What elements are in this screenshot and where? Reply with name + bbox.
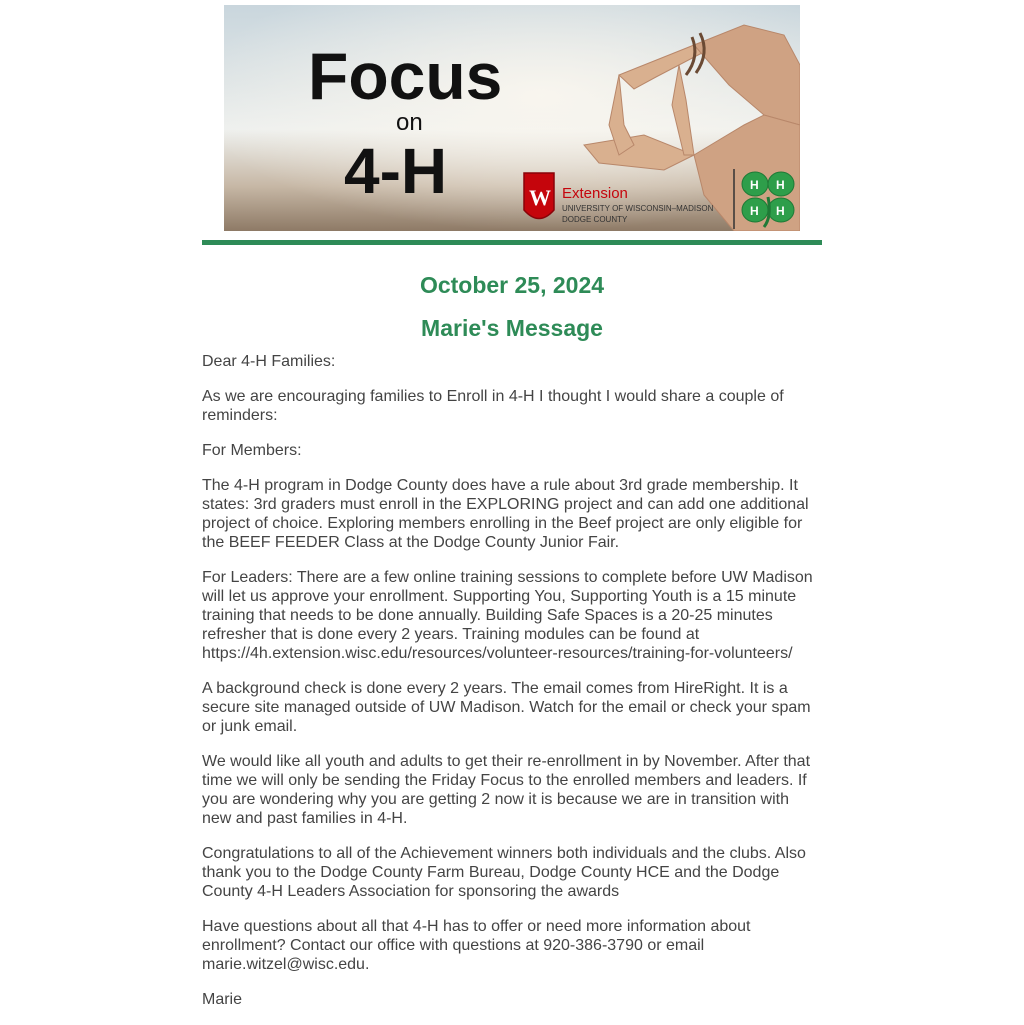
banner-title-4h: 4-H [344,135,448,207]
logo-extension: Extension [562,185,628,202]
paragraph-reenrollment: We would like all youth and adults to get their re-enrollment in by November. After that time we will only be sending the Friday Focus to the enrolled members and leaders. If you are wondering why you are getting 2 now it is because we are in transition with new and past families in 4-H. [202,753,811,827]
paragraph-leaders-training: For Leaders: There are a few online training sessions to complete before UW Madison will let us approve your enrollment. Supporting You, Supporting Youth is a 15 minute training that needs to be done annually. Building Safe Spaces is a 20-25 minutes refresher that is done every 2 years. Training modules can be found at https://4h.extension.wisc.edu/resources/volunteer-resources/training-for-volunteers/ [202,569,813,662]
signoff: Marie [202,991,243,1008]
header-divider [202,240,822,245]
logo-university: UNIVERSITY OF WISCONSIN–MADISON [562,204,714,213]
svg-text:H: H [750,178,759,192]
logo-county: DODGE COUNTY [562,215,628,224]
svg-text:H: H [750,204,759,218]
paragraph-members-heading: For Members: [202,442,302,459]
section-heading: Marie's Message [421,315,603,341]
paragraph-contact: Have questions about all that 4-H has to offer or need more information about enrollment? Contact our office with questions at 920-386-3790 or email marie.witzel@wisc.edu. [202,918,751,973]
banner-title-on: on [396,109,423,136]
banner-title-focus: Focus [308,39,503,113]
paragraph-background-check: A background check is done every 2 years. The email comes from HireRight. It is a secure site managed outside of UW Madison. Watch for the email or check your spam or junk email. [202,680,811,735]
paragraph-congratulations: Congratulations to all of the Achievement winners both individuals and the clubs. Also thank you to the Dodge County Farm Bureau, Dodge County HCE and the Dodge County 4-H Leaders Association for sponsoring the awards [202,845,806,900]
newsletter-date: October 25, 2024 [419,272,605,298]
message-body [202,352,822,1025]
paragraph-intro: As we are encouraging families to Enroll in 4-H I thought I would share a couple of reminders: [202,388,784,424]
greeting: Dear 4-H Families: [202,353,336,370]
paragraph-members-rule: The 4-H program in Dodge County does have a rule about 3rd grade membership. It states: 3rd graders must enroll in the EXPLORING project and can add one additional project of choice. Exploring members enrolling in the Beef project are only eligible for the BEEF FEEDER Class at the Dodge County Junior Fair. [202,477,809,551]
uw-crest-icon [524,173,554,219]
svg-text:H: H [776,178,785,192]
newsletter-banner [224,5,800,231]
svg-text:W: W [529,185,551,210]
svg-text:H: H [776,204,785,218]
